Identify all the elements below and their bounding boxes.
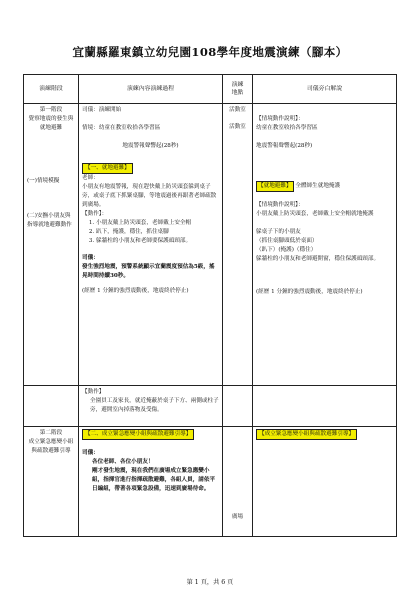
stage2-narration-cell bbox=[253, 427, 397, 537]
narration-hold-leg: （抓住桌腳頭低於桌面） bbox=[256, 238, 318, 244]
stage1-title: 第一階段 覺察地震的發生與就地避難 bbox=[28, 107, 74, 131]
table-header-row bbox=[24, 75, 397, 104]
action-list bbox=[82, 219, 219, 246]
stage2-announcement: 剛才發生地震，現在我們在廣場成立緊急應變小組，指揮官進行指揮疏散避難，各組人員，請依平日編組，帶著各項緊急設備，迅速到廣場待命。 bbox=[92, 468, 216, 492]
stage1-narration-cell bbox=[253, 104, 397, 386]
narration-helmet: 小朋友戴上防災頭套，老師戴上安全帽就地掩護 bbox=[256, 211, 374, 217]
content-alarm: 地震警報聲響起(28秒) bbox=[122, 143, 179, 149]
narration-scenario: 幼童在教室收拾各學習區 bbox=[256, 125, 318, 131]
location-activity-room-1: 活動室 bbox=[229, 107, 246, 113]
earthquake-stop-note: (經歷 1 分鐘的強烈震動後，地震終於停止) bbox=[82, 288, 189, 294]
list-item: 1. 小朋友戴上防災頭套，老師戴上安全帽 bbox=[96, 219, 219, 228]
narration-shelter-badge: 【就地避難】 bbox=[256, 181, 294, 192]
narration-under-desk: 躲桌子下的小朋友 bbox=[256, 229, 301, 235]
mc-earthquake-text: 發生強烈地震，預警系統顯示宜蘭震度預估為5級，搖晃時間持續30秒。 bbox=[82, 264, 215, 279]
staff-action-text: 全園員工及家長，就近掩蔽於桌子下方、兩側或柱子旁，避開室內掉落物及受傷。 bbox=[90, 398, 219, 413]
staff-action-label: 【動作】 bbox=[82, 389, 105, 395]
header-content: 演練內容演練過程 bbox=[79, 75, 223, 104]
narration-alarm: 地震警報聲響起(28秒) bbox=[256, 143, 313, 149]
mc-label: 司儀： bbox=[82, 255, 99, 261]
narration-pillar: 躲牆柱的小朋友和老師避開窗，穩住保護頭頸部。 bbox=[256, 256, 380, 262]
stage2-mc-label: 司儀： bbox=[82, 450, 99, 456]
stage1-sub-b: (二)安撫小朋友與指導就地避難動作 bbox=[27, 213, 72, 228]
content-scenario: 情境：幼童在教室收拾各學習區 bbox=[82, 125, 161, 131]
stage2-location-cell bbox=[223, 427, 253, 537]
narration-label-1: 【情境動作說明】： bbox=[256, 116, 304, 122]
narration-drop-cover: （趴下）(掩護)（穩住） bbox=[256, 247, 317, 253]
location-square: 廣場 bbox=[231, 514, 244, 520]
stage2-cell bbox=[24, 427, 79, 537]
stage1-sub-a: (一)情境模擬 bbox=[27, 178, 60, 184]
staff-action-cell bbox=[79, 386, 223, 427]
document-title: 宜蘭縣羅東鎮立幼兒園108學年度地震演練（腳本） bbox=[72, 45, 348, 59]
stage1-content-cell bbox=[79, 104, 223, 386]
header-location: 演練 地點 bbox=[223, 75, 253, 104]
table-row-stage2 bbox=[24, 427, 397, 537]
stage1-cell bbox=[24, 104, 79, 386]
narration-label-2: 【情境動作說明】： bbox=[256, 202, 304, 208]
section-two-label: 【二、成立緊急應變小組與疏散避難引導】 bbox=[82, 429, 194, 440]
narration-response-team-badge: 【成立緊急應變小組與疏散避難引導】 bbox=[256, 429, 357, 440]
header-narration: 司儀旁白解說 bbox=[253, 75, 397, 104]
location-activity-room-2: 活動室 bbox=[229, 124, 246, 130]
narration-stop-note: (經歷 1 分鐘的強烈震動後，地震終於停止) bbox=[256, 289, 363, 295]
list-item: 3. 躲牆柱的小朋友和老師要保護頭頸部。 bbox=[96, 237, 219, 246]
stage2-title: 第二階段 成立緊急應變小組與疏散避難引導 bbox=[28, 430, 74, 454]
page-footer: 第 1 頁，共 6 頁 bbox=[186, 579, 234, 586]
header-stage: 演練階段 bbox=[24, 75, 79, 104]
teacher-text: 小朋友有地震警報，現在趕快戴上防災頭套躲到桌子旁，或桌子底下抓緊桌腳，等地震過後再跟著老師疏散到廣場。 bbox=[82, 184, 217, 208]
stage1-location-cell bbox=[223, 104, 253, 386]
teacher-label: 老師： bbox=[82, 175, 99, 181]
narration-shelter-text: 全體師生就地掩護 bbox=[295, 183, 341, 189]
stage2-content-cell bbox=[79, 427, 223, 537]
table-row-actions bbox=[24, 386, 397, 427]
section-one-label: 【一、就地避難】 bbox=[82, 163, 133, 174]
drill-script-table bbox=[23, 74, 397, 537]
stage2-greeting: 各位老師、各位小朋友！ bbox=[92, 459, 154, 465]
list-item: 2. 趴下，掩護，穩住，抓住桌腳 bbox=[96, 228, 219, 237]
content-mc-start: 司儀：演練開始 bbox=[82, 107, 122, 113]
action-label: 【動作】： bbox=[82, 211, 108, 217]
table-row-stage1 bbox=[24, 104, 397, 386]
